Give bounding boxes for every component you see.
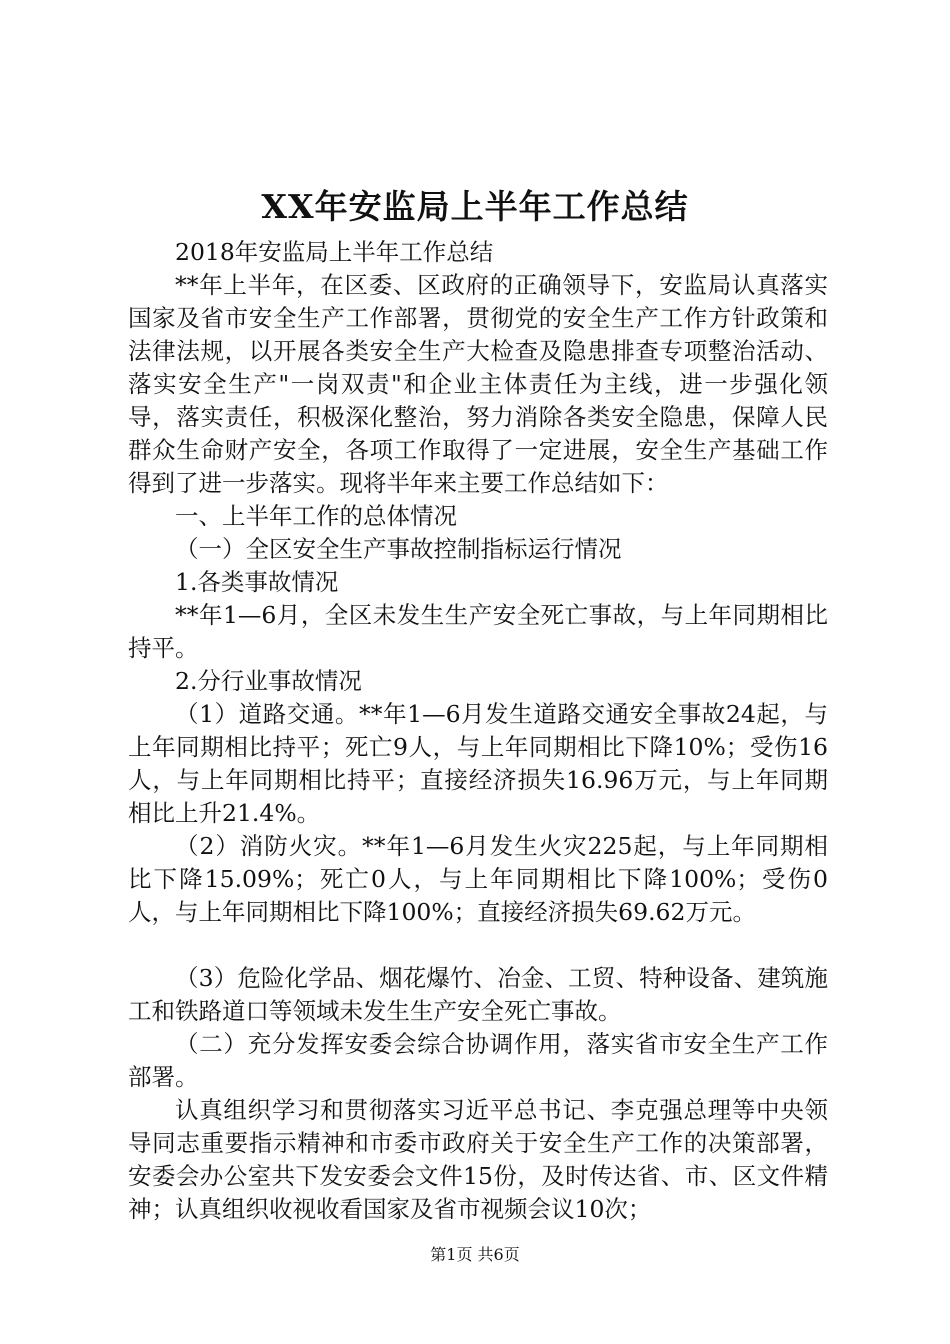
- document-body: [128, 236, 828, 1226]
- paragraph-road-traffic: （1）道路交通。**年1—6月发生道路交通安全事故24起，与上年同期相比持平；死亡9人，与上年同期相比下降10%；受伤16人，与上年同期相比持平；直接经济损失16.96万元，与上年同期相比上升21.4%。: [128, 700, 828, 827]
- paragraph-subtitle: 2018年安监局上半年工作总结: [175, 238, 494, 266]
- item-heading-2: 2.分行业事故情况: [175, 667, 362, 695]
- subsection-heading-2: （二）充分发挥安委会综合协调作用，落实省市安全生产工作部署。: [128, 1030, 828, 1091]
- paragraph-hazardous: （3）危险化学品、烟花爆竹、冶金、工贸、特种设备、建筑施工和铁路道口等领域未发生生产安全死亡事故。: [128, 964, 828, 1025]
- paragraph-study: 认真组织学习和贯彻落实习近平总书记、李克强总理等中央领导同志重要指示精神和市委市政府关于安全生产工作的决策部署，安委会办公室共下发安委会文件15份，及时传达省、市、区文件精神；认真组织收视收看国家及省市视频会议10次；: [128, 1096, 828, 1223]
- subsection-heading-1: （一）全区安全生产事故控制指标运行情况: [175, 535, 622, 563]
- document-title: XX年安监局上半年工作总结: [261, 187, 689, 226]
- page-footer: 第1页 共6页: [430, 1245, 520, 1264]
- paragraph-intro: **年上半年，在区委、区政府的正确领导下，安监局认真落实国家及省市安全生产工作部署，贯彻党的安全生产工作方针政策和法律法规，以开展各类安全生产大检查及隐患排查专项整治活动、落实安全生产"一岗双责"和企业主体责任为主线，进一步强化领导，落实责任，积极深化整治，努力消除各类安全隐患，保障人民群众生命财产安全，各项工作取得了一定进展，安全生产基础工作得到了进一步落实。现将半年来主要工作总结如下：: [128, 271, 828, 497]
- paragraph-accidents: **年1—6月，全区未发生生产安全死亡事故，与上年同期相比持平。: [128, 601, 828, 662]
- item-heading-1: 1.各类事故情况: [175, 568, 339, 596]
- section-heading-1: 一、上半年工作的总体情况: [175, 502, 457, 530]
- paragraph-fire: （2）消防火灾。**年1—6月发生火灾225起，与上年同期相比下降15.09%；死亡0人，与上年同期相比下降100%；受伤0人，与上年同期相比下降100%；直接经济损失69.62万元。: [128, 832, 828, 926]
